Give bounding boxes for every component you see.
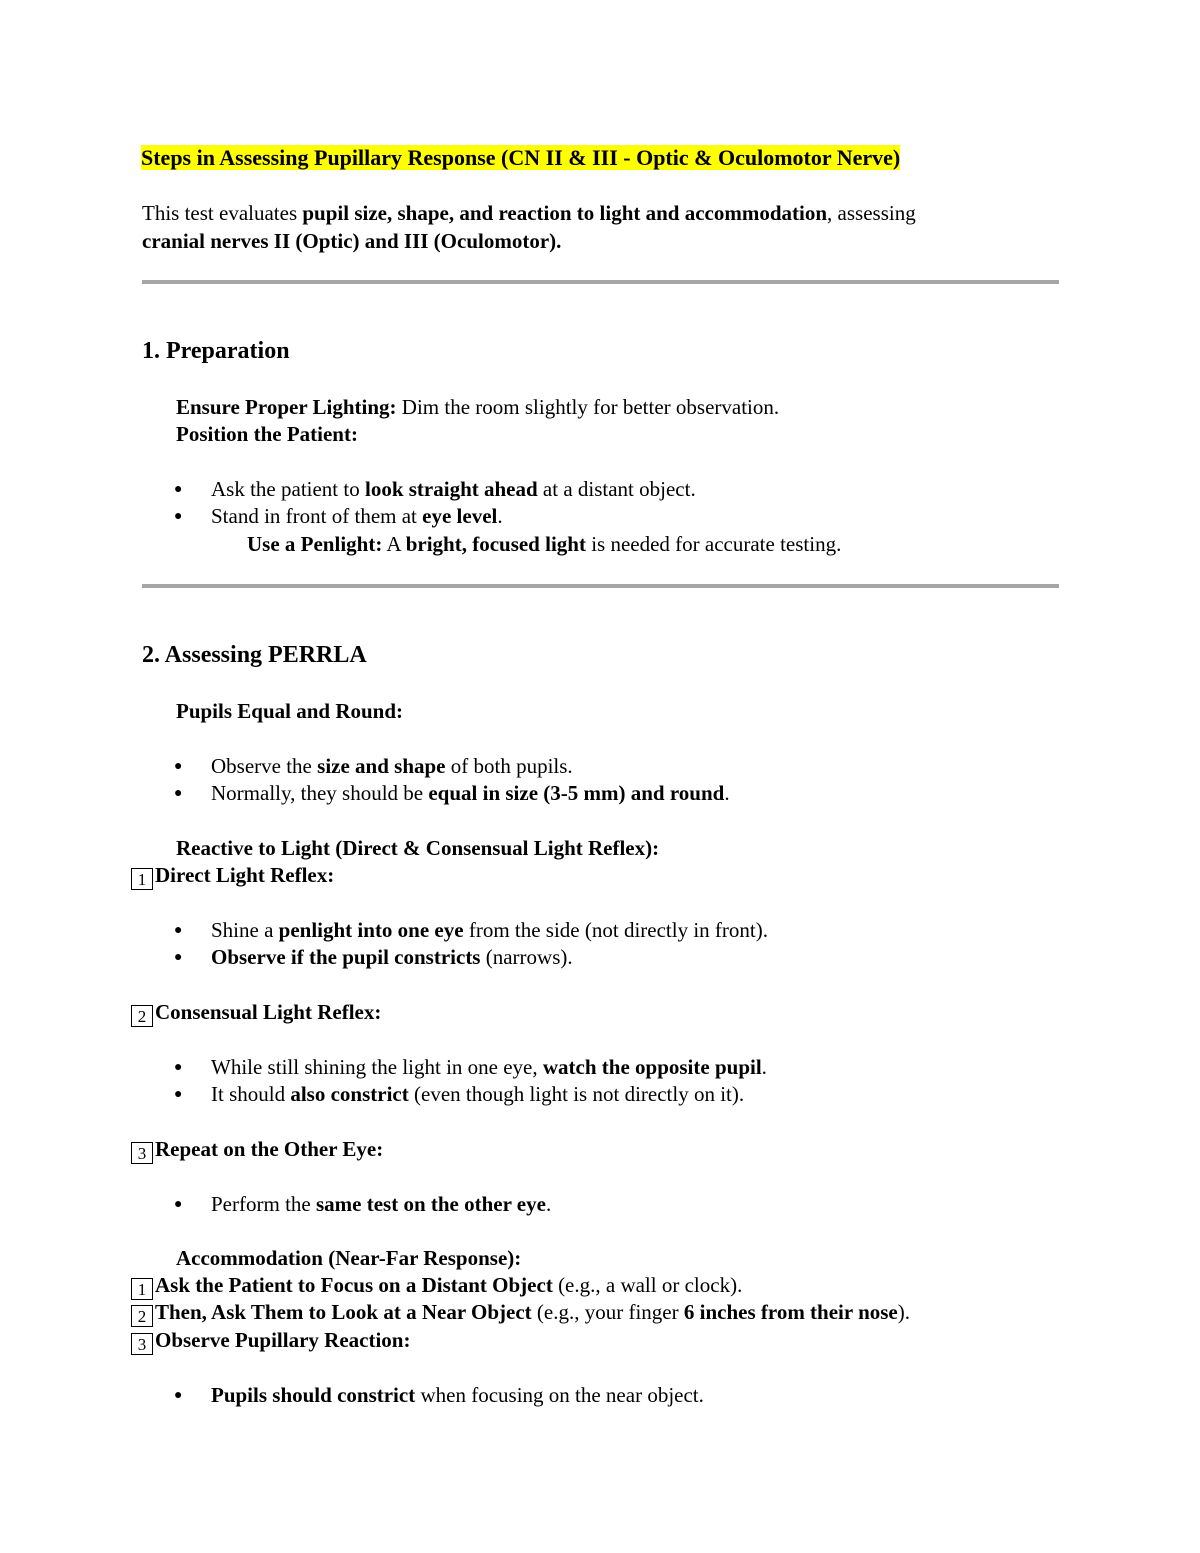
bullet-icon: ● xyxy=(174,759,183,774)
intro-line-2: cranial nerves II (Optic) and III (Oculomotor). xyxy=(142,229,562,253)
equal-round-label: Pupils Equal and Round: xyxy=(176,699,404,723)
list-item: Perform the same test on the other eye. xyxy=(211,1192,552,1216)
number-1-icon: 1 xyxy=(131,868,153,890)
reactive-label: Reactive to Light (Direct & Consensual Light Reflex): xyxy=(176,836,660,860)
bullet-icon: ● xyxy=(174,1197,183,1212)
list-item: Observe the size and shape of both pupils. xyxy=(211,754,573,778)
document-title: Steps in Assessing Pupillary Response (CN II & III - Optic & Oculomotor Nerve) xyxy=(141,145,901,170)
section-divider xyxy=(142,584,1059,588)
bullet-icon: ● xyxy=(174,923,183,938)
bullet-icon: ● xyxy=(174,482,183,497)
penlight-line: Use a Penlight: A bright, focused light is needed for accurate testing. xyxy=(247,532,842,556)
direct-reflex-label: 1 Direct Light Reflex: xyxy=(131,862,334,890)
bullet-icon: ● xyxy=(174,1087,183,1102)
list-item: Stand in front of them at eye level. xyxy=(211,504,503,528)
bullet-icon: ● xyxy=(174,1060,183,1075)
bullet-icon: ● xyxy=(174,1388,183,1403)
list-item: Shine a penlight into one eye from the side (not directly in front). xyxy=(211,918,768,942)
number-2-icon: 2 xyxy=(131,1005,153,1027)
list-item: It should also constrict (even though light is not directly on it). xyxy=(211,1082,745,1106)
list-item: Normally, they should be equal in size (3-5 mm) and round. xyxy=(211,781,730,805)
accommodation-step-3: 3 Observe Pupillary Reaction: xyxy=(131,1327,410,1355)
accommodation-label: Accommodation (Near-Far Response): xyxy=(176,1246,522,1270)
number-3-icon: 3 xyxy=(131,1142,153,1164)
bullet-icon: ● xyxy=(174,786,183,801)
accommodation-step-1: 1 Ask the Patient to Focus on a Distant Object (e.g., a wall or clock). xyxy=(131,1272,742,1300)
section-1-heading: 1. Preparation xyxy=(142,338,290,364)
section-2-heading: 2. Assessing PERRLA xyxy=(142,642,367,668)
accommodation-step-2: 2 Then, Ask Them to Look at a Near Object (e.g., your finger 6 inches from their nose). xyxy=(131,1299,910,1327)
list-item: While still shining the light in one eye, watch the opposite pupil. xyxy=(211,1055,767,1079)
intro-line-1: This test evaluates pupil size, shape, and reaction to light and accommodation, assessing xyxy=(142,201,916,225)
section-divider xyxy=(142,280,1059,284)
repeat-label: 3 Repeat on the Other Eye: xyxy=(131,1136,383,1164)
bullet-icon: ● xyxy=(174,950,183,965)
list-item: Pupils should constrict when focusing on the near object. xyxy=(211,1383,704,1407)
number-3-icon: 3 xyxy=(131,1333,153,1355)
number-1-icon: 1 xyxy=(131,1278,153,1300)
list-item: Ask the patient to look straight ahead at a distant object. xyxy=(211,477,696,501)
consensual-reflex-label: 2 Consensual Light Reflex: xyxy=(131,999,381,1027)
lighting-line: Ensure Proper Lighting: Dim the room slightly for better observation. xyxy=(176,395,780,419)
bullet-icon: ● xyxy=(174,509,183,524)
number-2-icon: 2 xyxy=(131,1305,153,1327)
position-label: Position the Patient: xyxy=(176,422,358,446)
list-item: Observe if the pupil constricts (narrows). xyxy=(211,945,573,969)
